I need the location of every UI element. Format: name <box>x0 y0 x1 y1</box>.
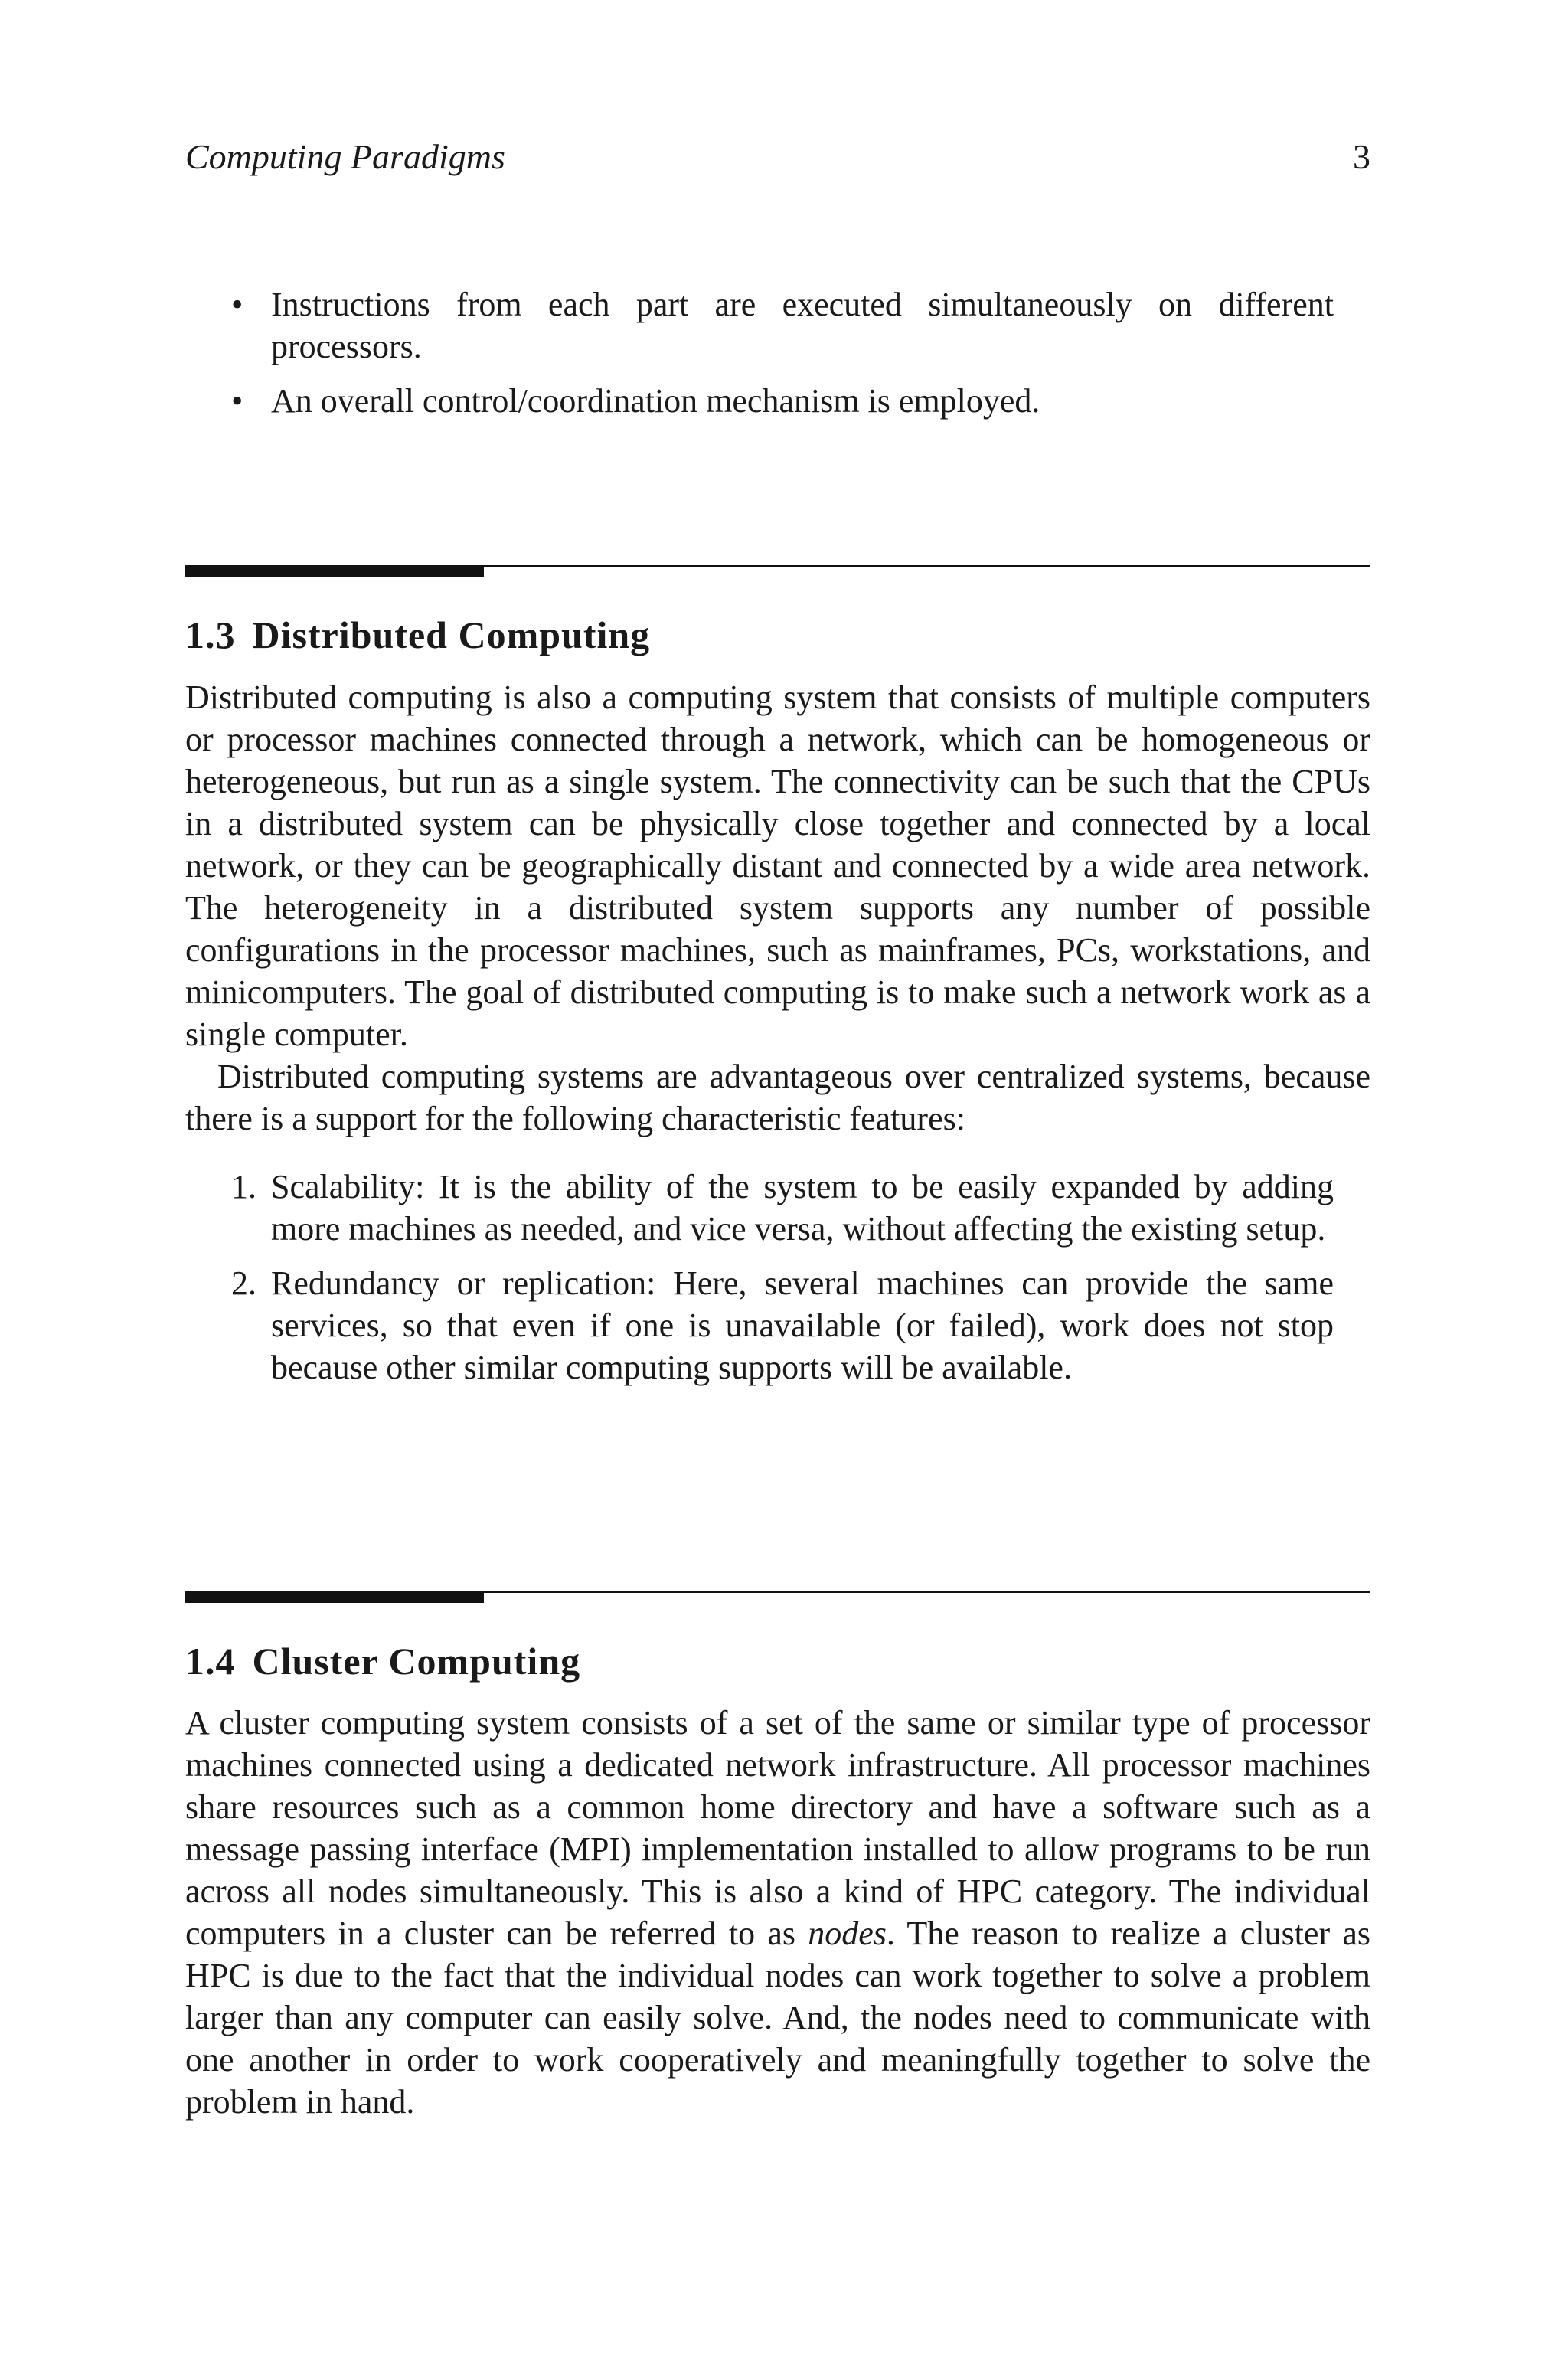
section-number: 1.4 <box>185 1640 236 1683</box>
feature-text: Redundancy or replication: Here, several machines can provide the same services, so that even if one is unavailable (or failed), work does not stop because other similar computing supports will be available. <box>271 1264 1334 1386</box>
section-divider-thick-bar <box>185 565 484 577</box>
paragraph-text: . The reason to realize a cluster as HPC is due to the fact that the individual nodes can work together to solve a problem larger than any computer can easily solve. And, the nodes need to communicate with one another in order to work cooperatively and meaningfully together to solve the problem in hand. <box>185 1915 1370 2121</box>
section-body-1-4 <box>185 1702 1370 2123</box>
section-divider-thick-bar <box>185 1591 484 1603</box>
running-head <box>185 136 1370 182</box>
bullet-text: An overall control/coordination mechanism is employed. <box>271 382 1040 420</box>
section-divider <box>185 565 1370 577</box>
feature-item <box>185 1166 1334 1250</box>
paragraph <box>185 1702 1370 2123</box>
bullet-text: Instructions from each part are executed simultaneously on different processors. <box>271 286 1334 365</box>
section-title: Cluster Computing <box>252 1640 581 1683</box>
bullet-item <box>185 283 1334 368</box>
section-divider <box>185 1591 1370 1604</box>
page-number: 3 <box>1353 137 1370 176</box>
section-title: Distributed Computing <box>252 613 651 656</box>
emphasized-term: nodes <box>808 1915 887 1952</box>
paragraph: Distributed computing is also a computing system that consists of multiple computers or processor machines connected through a network, which can be homogeneous or heterogeneous, but run as a single system. The connectivity can be such that the CPUs in a distributed system can be physically close together and connected by a local network, or they can be geographically distant and connected by a wide area network. The heterogeneity in a distributed system supports any number of possible configurations in the processor machines, such as mainframes, PCs, workstations, and minicomputers. The goal of distributed computing is to make such a network work as a single computer. <box>185 679 1370 1053</box>
feature-number: 2. <box>231 1264 256 1302</box>
bullet-list <box>185 283 1334 434</box>
feature-list <box>185 1166 1334 1388</box>
section-number: 1.3 <box>185 613 236 656</box>
feature-item <box>185 1262 1334 1388</box>
running-head-title: Computing Paradigms <box>185 137 505 176</box>
bullet-icon: • <box>231 286 243 323</box>
section-body-1-3 <box>185 676 1370 1401</box>
section-heading-1-4 <box>185 1639 580 1683</box>
bullet-item <box>185 380 1334 422</box>
feature-text: Scalability: It is the ability of the system to be easily expanded by adding more machines as needed, and vice versa, without affecting the existing setup. <box>271 1168 1334 1248</box>
bullet-icon: • <box>231 382 243 420</box>
section-heading-1-3 <box>185 613 650 657</box>
section-divider-thin-line <box>484 1591 1370 1593</box>
paragraph-text: A cluster computing system consists of a set of the same or similar type of processor machines connected using a dedicated network infrastructure. All processor machines share resources such as a common home directory and have a software such as a message passing interface (MPI) implementation installed to allow programs to be run across all nodes simultaneously. This is also a kind of HPC category. The individual computers in a cluster can be referred to as <box>185 1704 1370 1952</box>
section-divider-thin-line <box>484 565 1370 567</box>
paragraph: Distributed computing systems are advantageous over centralized systems, because there is a support for the following characteristic features: <box>185 1058 1370 1137</box>
feature-number: 1. <box>231 1168 256 1205</box>
